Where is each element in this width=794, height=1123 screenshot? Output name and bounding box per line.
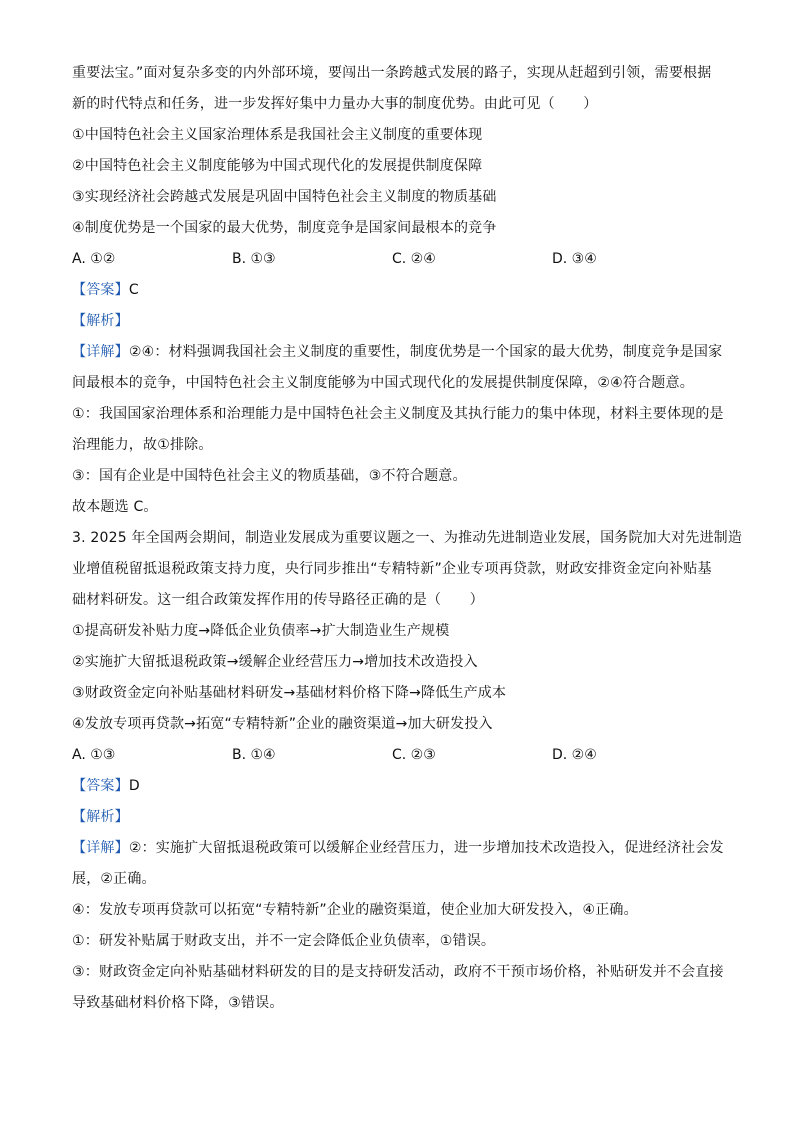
q2-detail-line [72,342,722,373]
q2-item: ②中国特色社会主义制度能够为中国式现代化的发展提供制度保障 [72,158,483,174]
q3-detail-line [72,838,722,869]
q3-item: ③财政资金定向补贴基础材料研发→基础材料价格下降→降低生产成本 [72,685,507,701]
q3-option-d: D. ②④ [552,747,597,763]
analysis-tag: 【解析】 [72,809,129,825]
q2-detail-line: ①：我国国家治理体系和治理能力是中国特色社会主义制度及其执行能力的集中体现，材料主要体现的是 [72,406,724,422]
document-page [72,63,743,1024]
q2-detail-line: 治理能力，故①排除。 [72,437,213,453]
q3-detail-line: 导致基础材料价格下降，③错误。 [72,995,284,1011]
q2-detail-line: ③：国有企业是中国特色社会主义的物质基础，③不符合题意。 [72,468,467,484]
answer-tag: 【答案】 [72,282,129,298]
q3-stem-line: 3. 2025 年全国两会期间，制造业发展成为重要议题之一、为推动先进制造业发展，国务院加大对先进制造 [72,530,743,546]
q3-options [72,745,722,776]
detail-tag: 【详解】 [72,840,129,856]
q3-detail-line: ③：财政资金定向补贴基础材料研发的目的是支持研发活动，政府不干预市场价格，补贴研发并不会直接 [72,964,724,980]
detail-tag: 【详解】 [72,344,129,360]
q3-item: ①提高研发补贴力度→降低企业负债率→扩大制造业生产规模 [72,623,450,639]
answer-value: C [128,282,139,298]
q2-options [72,249,722,280]
q2-option-b: B. ①③ [232,251,276,267]
q3-option-c: C. ②③ [392,747,436,763]
q2-analysis [72,311,722,342]
q2-option-d: D. ③④ [552,251,597,267]
q3-detail-line: ④：发放专项再贷款可以拓宽“专精特新”企业的融资渠道，使企业加大研发投入，④正确。 [72,902,638,918]
q3-detail-line: 展，②正确。 [72,871,156,887]
q2-stem-line: 新的时代特点和任务，进一步发挥好集中力量办大事的制度优势。由此可见（ ） [72,96,598,112]
q2-detail-line: 间最根本的竞争，中国特色社会主义制度能够为中国式现代化的发展提供制度保障，②④符合题意。 [72,375,694,391]
q3-answer [72,776,722,807]
q3-stem-line: 础材料研发。这一组合政策发挥作用的传导路径正确的是（ ） [72,592,484,608]
q3-detail-line: ①：研发补贴属于财政支出，并不一定会降低企业负债率，①错误。 [72,933,496,949]
q3-option-b: B. ①④ [232,747,276,763]
q2-item: ③实现经济社会跨越式发展是巩固中国特色社会主义制度的物质基础 [72,189,497,205]
detail-text: ②：实施扩大留抵退税政策可以缓解企业经营压力，进一步增加技术改造投入，促进经济社会发 [128,840,724,856]
q2-option-a: A. ①② [72,251,116,267]
q3-option-a: A. ①③ [72,747,116,763]
detail-text: ②④：材料强调我国社会主义制度的重要性，制度优势是一个国家的最大优势，制度竞争是国家 [128,344,723,360]
q2-item: ④制度优势是一个国家的最大优势，制度竞争是国家间最根本的竞争 [72,220,497,236]
answer-tag: 【答案】 [72,778,129,794]
answer-value: D [128,778,140,794]
analysis-tag: 【解析】 [72,313,129,329]
q2-stem-line: 重要法宝。”面对复杂多变的内外部环境，要闯出一条跨越式发展的路子，实现从赶超到引领，需要根据 [72,65,712,81]
q2-option-c: C. ②④ [392,251,436,267]
q3-item: ②实施扩大留抵退税政策→缓解企业经营压力→增加技术改造投入 [72,654,478,670]
q3-analysis [72,807,722,838]
q3-stem-line: 业增值税留抵退税政策支持力度，央行同步推出“专精特新”企业专项再贷款，财政安排资金定向补贴基 [72,561,712,577]
q2-item: ①中国特色社会主义国家治理体系是我国社会主义制度的重要体现 [72,127,483,143]
q2-detail-line: 故本题选 C。 [72,499,158,515]
q3-item: ④发放专项再贷款→拓宽“专精特新”企业的融资渠道→加大研发投入 [72,716,493,732]
q2-answer [72,280,722,311]
